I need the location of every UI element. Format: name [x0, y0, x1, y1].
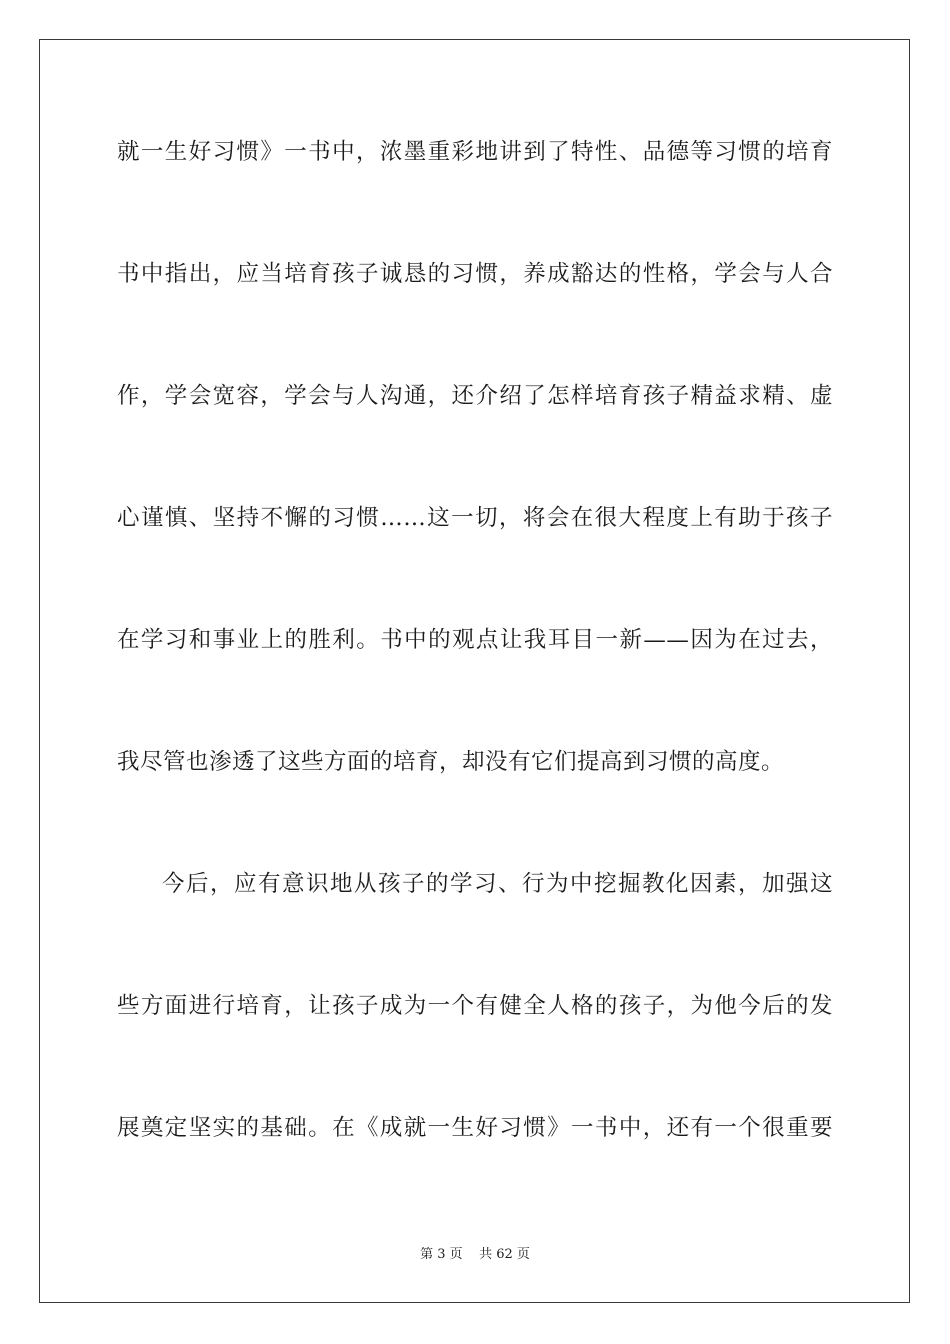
body-text-line: 书中指出，应当培育孩子诚恳的习惯，养成豁达的性格，学会与人合: [117, 261, 833, 287]
body-text-line: 心谨慎、坚持不懈的习惯……这一切，将会在很大程度上有助于孩子: [117, 505, 833, 531]
body-text-line: 在学习和事业上的胜利。书中的观点让我耳目一新——因为在过去，: [117, 627, 833, 653]
body-text-line-indented: 今后，应有意识地从孩子的学习、行为中挖掘教化因素，加强这: [162, 871, 833, 897]
body-text-line: 展奠定坚实的基础。在《成就一生好习惯》一书中，还有一个很重要: [117, 1115, 833, 1141]
body-text-line: 我尽管也渗透了这些方面的培育，却没有它们提高到习惯的高度。: [117, 749, 785, 775]
page-number-footer: 第 3 页 共 62 页: [420, 1247, 530, 1262]
body-text-line: 些方面进行培育，让孩子成为一个有健全人格的孩子，为他今后的发: [117, 993, 833, 1019]
body-text-line: 就一生好习惯》一书中，浓墨重彩地讲到了特性、品德等习惯的培育: [117, 139, 833, 165]
body-text-line: 作，学会宽容，学会与人沟通，还介绍了怎样培育孩子精益求精、虚: [117, 383, 833, 409]
